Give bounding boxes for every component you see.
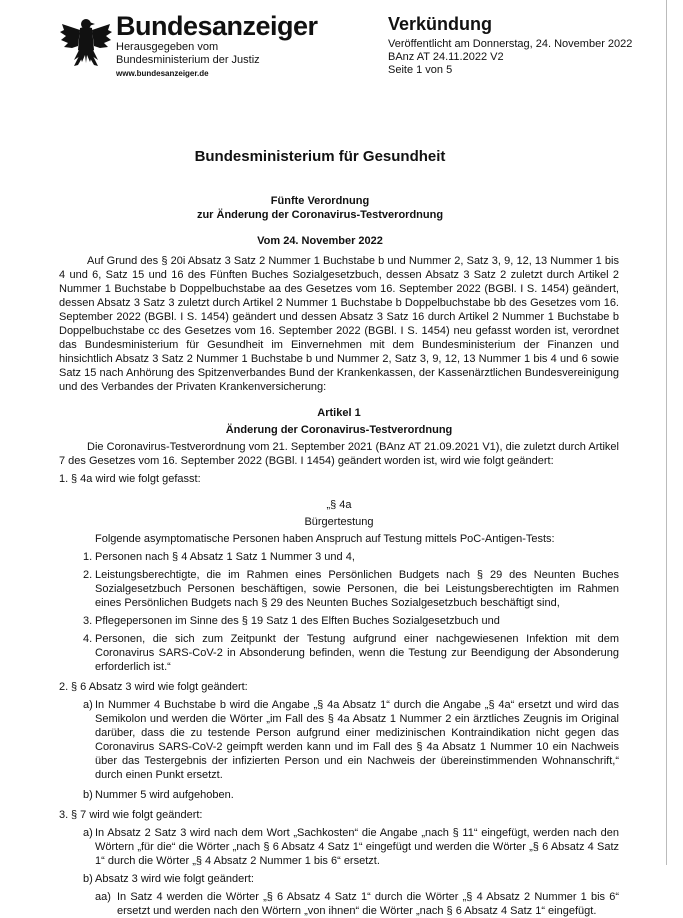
paragraph-title: Bürgertestung (304, 516, 374, 528)
item-number: 3. (59, 809, 69, 821)
published-date: Veröffentlicht am Donnerstag, 24. November 2022 (388, 38, 633, 50)
publication-meta (388, 13, 632, 77)
item-text: § 4a wird wie folgt gefasst: (71, 473, 201, 485)
list-item (59, 680, 619, 694)
ministry-heading: Bundesministerium für Gesundheit (194, 148, 446, 165)
paragraph-intro: Folgende asymptomatische Personen haben Anspruch auf Testung mittels PoC-Antigen-Tests: (95, 533, 555, 545)
item-letter: a) (83, 699, 93, 711)
brand-name: Bundesanzeiger (116, 11, 318, 41)
brand-block (116, 11, 318, 79)
item-number: 4. (83, 633, 93, 645)
reference-number: BAnz AT 24.11.2022 V2 (388, 51, 504, 63)
item-text: Nummer 5 wird aufgehoben. (95, 789, 234, 801)
doc-type: Verkündung (388, 14, 493, 34)
item-text: In Satz 4 werden die Wörter „§ 6 Absatz 4 Satz 1“ durch die Wörter „§ 4 Absatz 2 Nummer 1 bis 6“ ersetzt und werden nach den Wörtern „von ihnen“ die Wörter „nach § 6 Absatz 4 Satz 1“ eingefügt. (117, 891, 619, 917)
preamble: Auf Grund des § 20i Absatz 3 Satz 2 Nummer 1 Buchstabe b und Nummer 2, Satz 3, 9, 12, 13 Nummer 1 bis 4 und 6, Satz 15 und 16 des Fünften Buches Sozialgesetzbuch, dessen Absatz 3 Satz 2 zuletzt durch Artikel 2 Nummer 1 Buchstabe b Doppelbuchstabe aa des Gesetzes vom 16. September 2022 (BGBl. I S. 1454) geändert, dessen Absatz 3 Satz 3 zuletzt durch Artikel 2 Nummer 1 Buchstabe b Doppelbuchstabe bb des Gesetzes vom 16. September 2022 (BGBl. I S. 1454) geändert und dessen Absatz 3 Satz 16 durch Artikel 2 Nummer 1 Buchstabe b Doppelbuchstabe cc des Gesetzes vom 16. September 2022 (BGBl. I S. 1454) neu gefasst worden ist, verordnet das Bundesministerium für Gesundheit im Einvernehmen mit dem Bundesministerium der Finanzen und hinsichtlich Absatz 3 Satz 2 Nummer 1 Buchstabe b und Nummer 2, Satz 3, 9, 12, 13 Nummer 1 bis 4 und 6 sowie Satz 15 nach Anhörung des Spitzenverbandes Bund der Krankenkassen, der Kassenärztlichen Bundesvereinigung und des Verbandes der Privaten Krankenversicherung: (59, 255, 619, 393)
item-text: Personen nach § 4 Absatz 1 Satz 1 Nummer 3 und 4, (95, 551, 355, 563)
page-number: Seite 1 von 5 (388, 64, 453, 76)
item-letter: b) (83, 789, 93, 801)
list-item (59, 568, 619, 610)
brand-url-link[interactable]: www.bundesanzeiger.de (116, 69, 209, 78)
item-number: 3. (83, 615, 93, 627)
regulation-title (0, 194, 640, 222)
item-text: Absatz 3 wird wie folgt geändert: (95, 873, 254, 885)
article-title: Änderung der Coronavirus-Testverordnung (225, 424, 453, 436)
item-letter: a) (83, 827, 93, 839)
article-intro: Die Coronavirus-Testverordnung vom 21. September 2021 (BAnz AT 21.09.2021 V1), die zuletzt durch Artikel 7 des Gesetzes vom 16. September 2022 (BGBl. I 1454) geändert worden ist, wird wie folgt geändert: (59, 441, 619, 467)
regulation-title-line-1: Fünfte Verordnung (270, 195, 370, 207)
article-number: Artikel 1 (317, 407, 361, 419)
item-number: 1. (83, 551, 93, 563)
page-edge (666, 0, 667, 865)
list-item (59, 698, 619, 782)
item-letter: aa) (95, 891, 111, 903)
regulation-title-line-2: zur Änderung der Coronavirus-Testverordnung (196, 209, 444, 221)
regulation-date: Vom 24. November 2022 (257, 235, 383, 247)
item-text: In Nummer 4 Buchstabe b wird die Angabe „§ 4a Absatz 1“ durch die Angabe „§ 4a“ ersetzt und wird das Semikolon und werden die Wörter „im Fall des § 4a Absatz 1 Nummer 2 ein ärztliches Zeugnis im Original darüber, dass die zu testende Person aufgrund einer medizinischen Kontraindikation nicht gegen das Coronavirus SARS-CoV-2 geimpft werden kann und im Fall des § 4a Absatz 1 Nummer 10 ein Nachweis über das Testergebnis der infizierten Person und ein Nachweis der übereinstimmenden Wohnanschrift,“ durch einen Punkt ersetzt. (95, 699, 619, 781)
list-item (59, 826, 619, 868)
list-item (59, 872, 619, 886)
item-letter: b) (83, 873, 93, 885)
brand-publisher-line-1: Herausgegeben vom (116, 41, 219, 53)
item-text: § 7 wird wie folgt geändert: (71, 809, 203, 821)
list-item (59, 614, 619, 628)
item-number: 2. (59, 681, 69, 693)
list-item (59, 808, 619, 822)
list-item (59, 788, 619, 802)
document-body (59, 254, 619, 918)
item-number: 1. (59, 473, 69, 485)
item-text: Pflegepersonen im Sinne des § 19 Satz 1 des Elften Buches Sozialgesetzbuch und (95, 615, 500, 627)
item-text: Personen, die sich zum Zeitpunkt der Testung aufgrund einer nachgewiesenen Infektion mit dem Coronavirus SARS-CoV-2 in Absonderung befinden, wenn die Testung zur Beendigung der Absonderung erforderlich ist.“ (95, 633, 619, 673)
list-item (59, 632, 619, 674)
item-text: Leistungsberechtigte, die im Rahmen eines Persönlichen Budgets nach § 29 des Neunten Buches Sozialgesetzbuch Personen beschäftigen, sowie Personen, die bei Leistungsberechtigten im Rahmen eines Persönlichen Budgets nach § 29 des Neunten Buches Sozialgesetzbuch beschäftigt sind, (95, 569, 619, 609)
item-text: In Absatz 2 Satz 3 wird nach dem Wort „Sachkosten“ die Angabe „nach § 11“ eingefügt, werden nach den Wörtern „für die“ die Wörter „nach § 6 Absatz 4 Satz 1“ eingefügt und werden die Wörter „§ 6 Absatz 4 Satz 1“ durch die Wörter „§ 4 Absatz 2 Nummer 1 bis 6“ ersetzt. (95, 827, 619, 867)
list-item (59, 550, 619, 564)
item-text: § 6 Absatz 3 wird wie folgt geändert: (71, 681, 248, 693)
item-number: 2. (83, 569, 93, 581)
list-item (59, 472, 619, 486)
paragraph-symbol: „§ 4a (326, 499, 352, 511)
federal-eagle-icon (60, 16, 112, 68)
brand-publisher-line-2: Bundesministerium der Justiz (116, 54, 260, 66)
list-item (59, 890, 619, 918)
